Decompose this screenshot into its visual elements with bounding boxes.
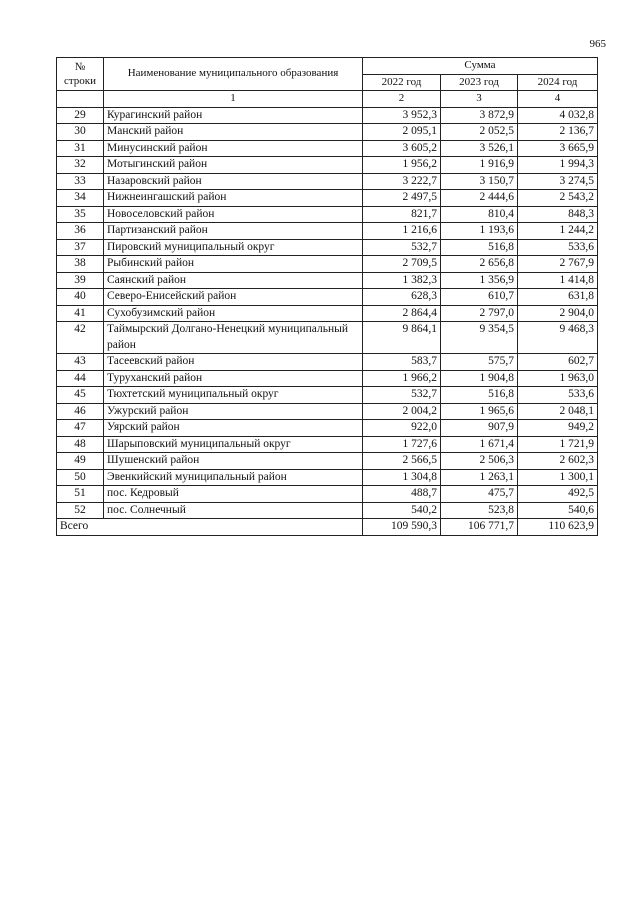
value-2023-cell: 2 052,5 bbox=[441, 124, 518, 141]
value-2022-cell: 488,7 bbox=[363, 486, 441, 503]
budget-table bbox=[56, 57, 598, 536]
value-2024-cell: 631,8 bbox=[518, 289, 598, 306]
value-2024-cell: 9 468,3 bbox=[518, 322, 598, 354]
header-year-2022: 2022 год bbox=[363, 74, 441, 91]
row-number-cell: 42 bbox=[57, 322, 104, 354]
page-number: 965 bbox=[589, 38, 606, 50]
value-2022-cell: 532,7 bbox=[363, 239, 441, 256]
value-2022-cell: 628,3 bbox=[363, 289, 441, 306]
value-2022-cell: 1 304,8 bbox=[363, 469, 441, 486]
value-2022-cell: 922,0 bbox=[363, 420, 441, 437]
value-2022-cell: 1 966,2 bbox=[363, 370, 441, 387]
value-2022-cell: 2 004,2 bbox=[363, 403, 441, 420]
value-2023-cell: 3 872,9 bbox=[441, 107, 518, 124]
value-2024-cell: 1 721,9 bbox=[518, 436, 598, 453]
value-2022-cell: 3 952,3 bbox=[363, 107, 441, 124]
table-row bbox=[57, 453, 598, 470]
table-row bbox=[57, 107, 598, 124]
value-2023-cell: 1 904,8 bbox=[441, 370, 518, 387]
value-2023-cell: 1 671,4 bbox=[441, 436, 518, 453]
value-2024-cell: 848,3 bbox=[518, 206, 598, 223]
municipality-name-cell: Нижнеингашский район bbox=[104, 190, 363, 207]
municipality-name-cell: Тюхтетский муниципальный округ bbox=[104, 387, 363, 404]
header-sum: Сумма bbox=[363, 58, 598, 75]
table-row bbox=[57, 272, 598, 289]
municipality-name-cell: Рыбинский район bbox=[104, 256, 363, 273]
value-2023-cell: 1 916,9 bbox=[441, 157, 518, 174]
row-number-cell: 36 bbox=[57, 223, 104, 240]
value-2022-cell: 532,7 bbox=[363, 387, 441, 404]
value-2024-cell: 3 274,5 bbox=[518, 173, 598, 190]
row-number-cell: 31 bbox=[57, 140, 104, 157]
value-2024-cell: 533,6 bbox=[518, 387, 598, 404]
table-row bbox=[57, 420, 598, 437]
header-year-2023: 2023 год bbox=[441, 74, 518, 91]
row-number-cell: 44 bbox=[57, 370, 104, 387]
header-col-number-4: 4 bbox=[518, 91, 598, 108]
value-2024-cell: 2 048,1 bbox=[518, 403, 598, 420]
value-2022-cell: 1 382,3 bbox=[363, 272, 441, 289]
value-2024-cell: 1 414,8 bbox=[518, 272, 598, 289]
value-2023-cell: 2 506,3 bbox=[441, 453, 518, 470]
table-row bbox=[57, 486, 598, 503]
municipality-name-cell: Северо-Енисейский район bbox=[104, 289, 363, 306]
municipality-name-cell: Назаровский район bbox=[104, 173, 363, 190]
value-2024-cell: 1 300,1 bbox=[518, 469, 598, 486]
value-2024-cell: 3 665,9 bbox=[518, 140, 598, 157]
value-2023-cell: 575,7 bbox=[441, 354, 518, 371]
value-2022-cell: 3 605,2 bbox=[363, 140, 441, 157]
row-number-cell: 50 bbox=[57, 469, 104, 486]
value-2024-cell: 1 994,3 bbox=[518, 157, 598, 174]
value-2024-cell: 492,5 bbox=[518, 486, 598, 503]
value-2023-cell: 3 526,1 bbox=[441, 140, 518, 157]
value-2022-cell: 1 727,6 bbox=[363, 436, 441, 453]
row-number-cell: 32 bbox=[57, 157, 104, 174]
row-number-cell: 35 bbox=[57, 206, 104, 223]
value-2023-cell: 516,8 bbox=[441, 239, 518, 256]
header-row-number: № строки bbox=[57, 58, 104, 91]
value-2022-cell: 2 095,1 bbox=[363, 124, 441, 141]
value-2022-cell: 540,2 bbox=[363, 502, 441, 519]
table-header bbox=[57, 58, 598, 108]
value-2023-cell: 516,8 bbox=[441, 387, 518, 404]
municipality-name-cell: пос. Солнечный bbox=[104, 502, 363, 519]
municipality-name-cell: Уярский район bbox=[104, 420, 363, 437]
table-row bbox=[57, 124, 598, 141]
municipality-name-cell: Партизанский район bbox=[104, 223, 363, 240]
value-2023-cell: 610,7 bbox=[441, 289, 518, 306]
value-2023-cell: 2 656,8 bbox=[441, 256, 518, 273]
value-2022-cell: 821,7 bbox=[363, 206, 441, 223]
value-2022-cell: 3 222,7 bbox=[363, 173, 441, 190]
value-2022-cell: 583,7 bbox=[363, 354, 441, 371]
table-row bbox=[57, 256, 598, 273]
value-2024-cell: 2 767,9 bbox=[518, 256, 598, 273]
value-2024-cell: 2 543,2 bbox=[518, 190, 598, 207]
header-col-number-2: 2 bbox=[363, 91, 441, 108]
header-col-number-3: 3 bbox=[441, 91, 518, 108]
table-row bbox=[57, 157, 598, 174]
municipality-name-cell: Туруханский район bbox=[104, 370, 363, 387]
table-row bbox=[57, 370, 598, 387]
municipality-name-cell: Шарыповский муниципальный округ bbox=[104, 436, 363, 453]
value-2022-cell: 1 956,2 bbox=[363, 157, 441, 174]
header-empty-cell bbox=[57, 91, 104, 108]
municipality-name-cell: Ужурский район bbox=[104, 403, 363, 420]
value-2024-cell: 602,7 bbox=[518, 354, 598, 371]
municipality-name-cell: Курагинский район bbox=[104, 107, 363, 124]
value-2023-cell: 810,4 bbox=[441, 206, 518, 223]
table-row bbox=[57, 354, 598, 371]
table-row bbox=[57, 387, 598, 404]
value-2024-cell: 1 963,0 bbox=[518, 370, 598, 387]
table-row bbox=[57, 239, 598, 256]
table-row bbox=[57, 190, 598, 207]
municipality-name-cell: Шушенский район bbox=[104, 453, 363, 470]
total-2023: 106 771,7 bbox=[441, 519, 518, 536]
municipality-name-cell: Новоселовский район bbox=[104, 206, 363, 223]
row-number-cell: 46 bbox=[57, 403, 104, 420]
total-row bbox=[57, 519, 598, 536]
row-number-cell: 29 bbox=[57, 107, 104, 124]
value-2022-cell: 2 864,4 bbox=[363, 305, 441, 322]
row-number-cell: 41 bbox=[57, 305, 104, 322]
header-col-number-1: 1 bbox=[104, 91, 363, 108]
value-2023-cell: 9 354,5 bbox=[441, 322, 518, 354]
table-row bbox=[57, 322, 598, 354]
value-2022-cell: 2 566,5 bbox=[363, 453, 441, 470]
row-number-cell: 48 bbox=[57, 436, 104, 453]
value-2024-cell: 2 602,3 bbox=[518, 453, 598, 470]
value-2023-cell: 3 150,7 bbox=[441, 173, 518, 190]
value-2024-cell: 2 136,7 bbox=[518, 124, 598, 141]
table-row bbox=[57, 469, 598, 486]
value-2023-cell: 475,7 bbox=[441, 486, 518, 503]
table-row bbox=[57, 436, 598, 453]
row-number-cell: 43 bbox=[57, 354, 104, 371]
row-number-cell: 49 bbox=[57, 453, 104, 470]
table-row bbox=[57, 206, 598, 223]
table-row bbox=[57, 223, 598, 240]
municipality-name-cell: Манский район bbox=[104, 124, 363, 141]
table-row bbox=[57, 173, 598, 190]
municipality-name-cell: Сухобузимский район bbox=[104, 305, 363, 322]
row-number-cell: 37 bbox=[57, 239, 104, 256]
header-municipality-name: Наименование муниципального образования bbox=[104, 58, 363, 91]
table-row bbox=[57, 289, 598, 306]
value-2023-cell: 2 444,6 bbox=[441, 190, 518, 207]
municipality-name-cell: Саянский район bbox=[104, 272, 363, 289]
row-number-cell: 51 bbox=[57, 486, 104, 503]
row-number-cell: 39 bbox=[57, 272, 104, 289]
value-2023-cell: 1 263,1 bbox=[441, 469, 518, 486]
table-body bbox=[57, 107, 598, 519]
row-number-cell: 34 bbox=[57, 190, 104, 207]
value-2022-cell: 2 709,5 bbox=[363, 256, 441, 273]
value-2024-cell: 2 904,0 bbox=[518, 305, 598, 322]
value-2023-cell: 1 356,9 bbox=[441, 272, 518, 289]
value-2023-cell: 1 193,6 bbox=[441, 223, 518, 240]
municipality-name-cell: пос. Кедровый bbox=[104, 486, 363, 503]
municipality-name-cell: Тасеевский район bbox=[104, 354, 363, 371]
municipality-name-cell: Таймырский Долгано-Ненецкий муниципальный район bbox=[104, 322, 363, 354]
table-row bbox=[57, 403, 598, 420]
value-2023-cell: 2 797,0 bbox=[441, 305, 518, 322]
total-2024: 110 623,9 bbox=[518, 519, 598, 536]
row-number-cell: 45 bbox=[57, 387, 104, 404]
municipality-name-cell: Мотыгинский район bbox=[104, 157, 363, 174]
row-number-cell: 30 bbox=[57, 124, 104, 141]
header-year-2024: 2024 год bbox=[518, 74, 598, 91]
total-label: Всего bbox=[57, 519, 363, 536]
value-2024-cell: 1 244,2 bbox=[518, 223, 598, 240]
value-2022-cell: 1 216,6 bbox=[363, 223, 441, 240]
municipality-name-cell: Пировский муниципальный округ bbox=[104, 239, 363, 256]
value-2024-cell: 949,2 bbox=[518, 420, 598, 437]
row-number-cell: 33 bbox=[57, 173, 104, 190]
table-row bbox=[57, 140, 598, 157]
municipality-name-cell: Минусинский район bbox=[104, 140, 363, 157]
total-2022: 109 590,3 bbox=[363, 519, 441, 536]
row-number-cell: 47 bbox=[57, 420, 104, 437]
row-number-cell: 52 bbox=[57, 502, 104, 519]
value-2023-cell: 523,8 bbox=[441, 502, 518, 519]
table-row bbox=[57, 502, 598, 519]
value-2022-cell: 2 497,5 bbox=[363, 190, 441, 207]
row-number-cell: 40 bbox=[57, 289, 104, 306]
row-number-cell: 38 bbox=[57, 256, 104, 273]
table-row bbox=[57, 305, 598, 322]
value-2024-cell: 533,6 bbox=[518, 239, 598, 256]
value-2024-cell: 540,6 bbox=[518, 502, 598, 519]
value-2023-cell: 907,9 bbox=[441, 420, 518, 437]
value-2024-cell: 4 032,8 bbox=[518, 107, 598, 124]
municipality-name-cell: Эвенкийский муниципальный район bbox=[104, 469, 363, 486]
value-2022-cell: 9 864,1 bbox=[363, 322, 441, 354]
value-2023-cell: 1 965,6 bbox=[441, 403, 518, 420]
